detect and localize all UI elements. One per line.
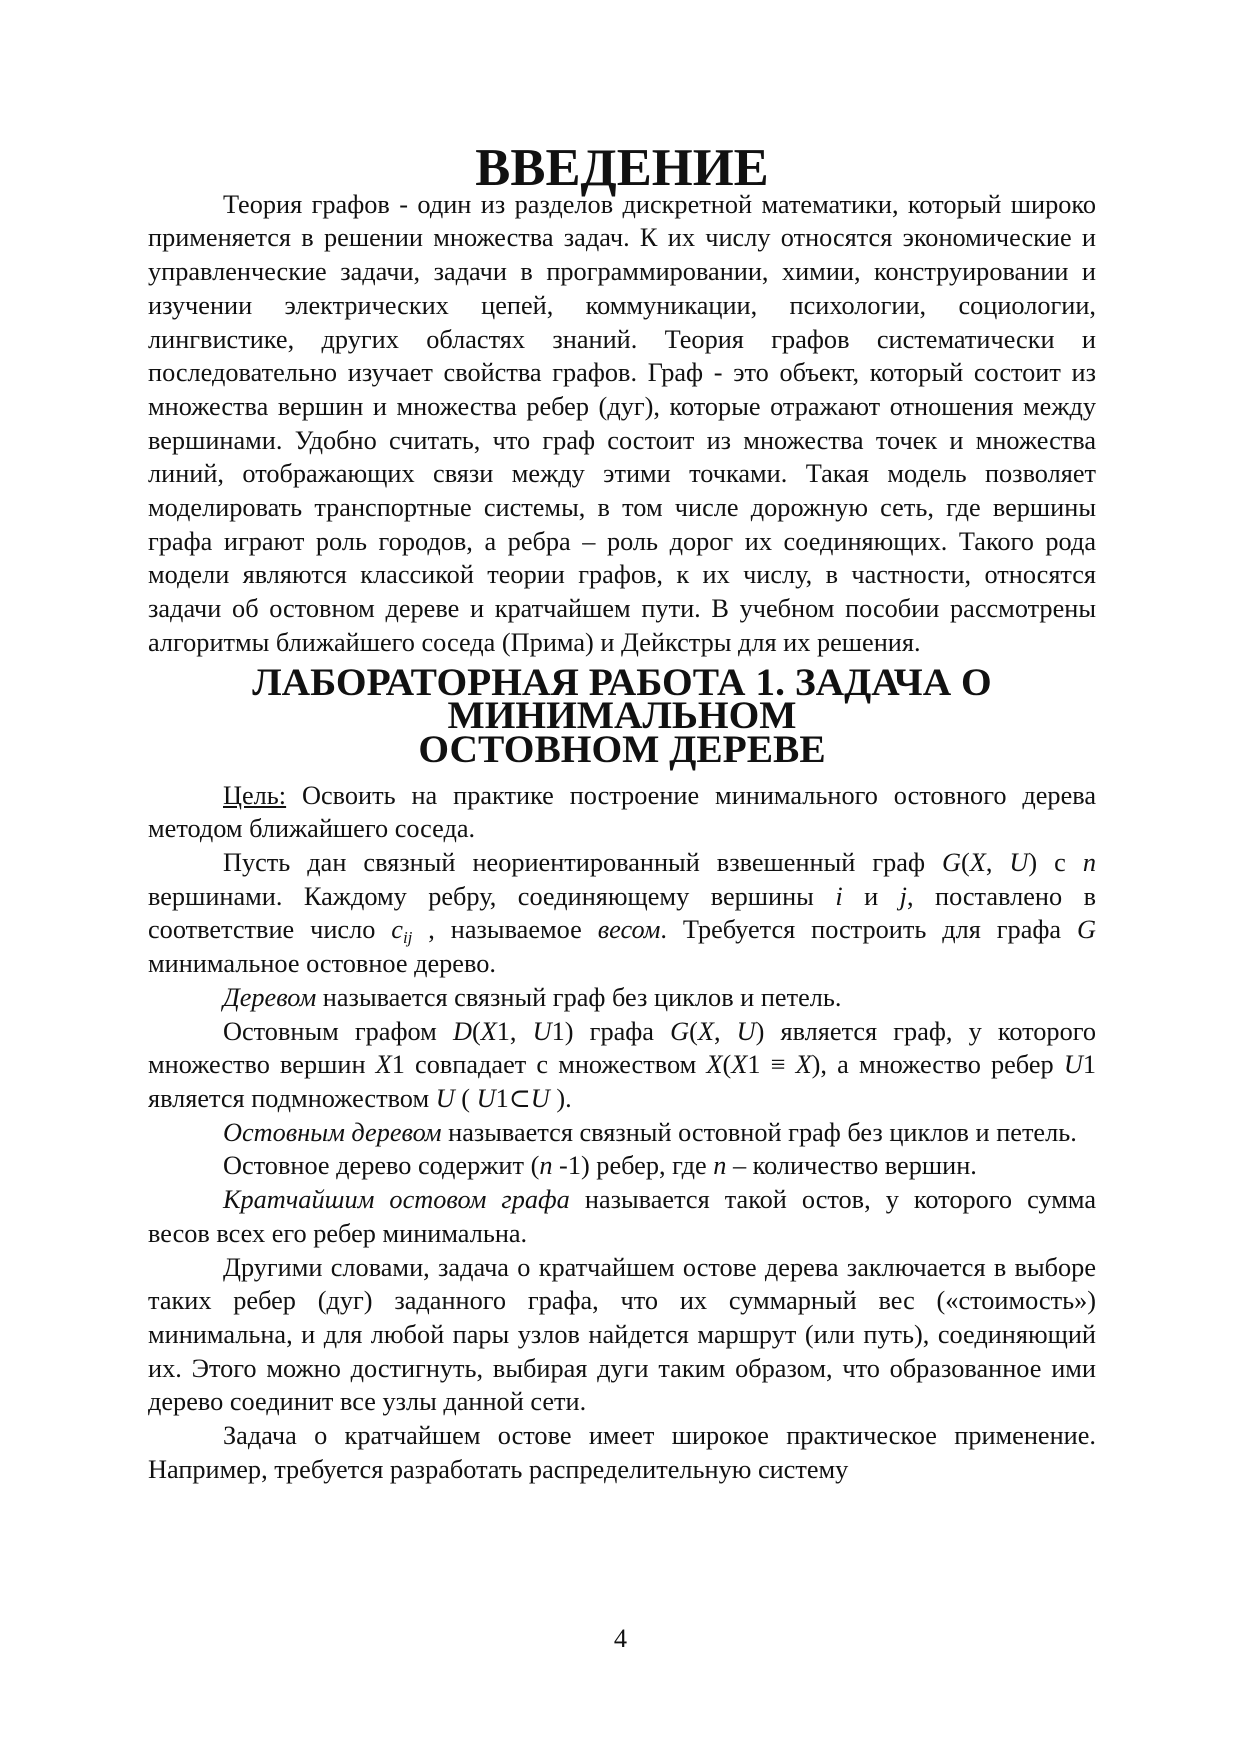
math-symbol: U [530,1083,550,1113]
document-page [148,139,1097,1486]
tree-definition-paragraph [148,981,1096,1015]
goal-paragraph [148,779,1096,846]
math-symbol: X [480,1016,497,1046]
math-symbol: n [713,1151,727,1181]
spanning-graph-paragraph [148,1015,1096,1116]
math-symbol: c [391,915,403,945]
lab-heading-line2: ОСТОВНОМ ДЕРЕВЕ [418,726,826,771]
edge-count-paragraph [148,1149,1096,1183]
math-symbol: G [1077,915,1097,945]
math-symbol: U [1009,848,1029,878]
graph-definition-paragraph [148,846,1096,981]
math-symbol: i [835,881,843,911]
text-run: и [842,881,900,911]
text-run: 1) [551,1016,574,1046]
text-run: ( [471,1016,481,1046]
math-symbol: U [736,1016,756,1046]
text-run: 1 является подмножеством [148,1050,1096,1113]
text-run: ( [722,1050,732,1080]
math-symbol: D [452,1016,472,1046]
text-run: вершинами. Каждому ребру, соединяющему вершины [148,881,836,911]
math-symbol: X [731,1050,748,1080]
text-run: , [713,1016,737,1046]
text-run: 1 ≡ [747,1050,796,1080]
text-run: Остовным графом [223,1016,453,1046]
text-run: , поставлено в соответствие число [148,881,1096,945]
term-weight: весом [597,915,661,945]
math-symbol: X [375,1050,392,1080]
shortest-spanning-definition-paragraph [148,1183,1096,1250]
text-run: называется такой остов, у которого сумма весов всех его ребер минимальна. [148,1185,1096,1248]
math-symbol: n [1082,848,1096,878]
text-run: ) является граф, у которого множество вершин [148,1016,1096,1080]
intro-paragraph: Теория графов - один из разделов дискретной математики, который широко применяется в решении множества задач. К их числу относятся экономические и управленческие задачи, задачи в программировании, химии, конструировании и изучении электрических цепей, коммуникации, психологии, социологии, лингвистике, других областях знаний. Теория графов систематически и последовательно изучает свойства графов. Граф - это объект, который состоит из множества вершин и множества ребер (дуг), которые отражают отношения между вершинами. Удобно считать, что граф состоит из множества точек и множества линий, отображающих связи между этими точками. Такая модель позволяет моделировать транспортные системы, в том числе дорожную сеть, где вершины графа играют роль городов, а ребра – роль дорог их соединяющих. Такого рода модели являются классикой теории графов, к их числу, в частности, относятся задачи об остовном дереве и кратчайшем пути. В учебном пособии рассмотрены алгоритмы ближайшего соседа (Прима) и Дейкстры для их решения. [148,189,1096,657]
application-paragraph: Задача о кратчайшем остове имеет широкое практическое применение. Например, требуется разработать распределительную систему [148,1421,1096,1484]
math-symbol: X [795,1050,812,1080]
intro-heading: ВВЕДЕНИЕ [475,139,769,197]
text-run: Остовное дерево содержит ( [223,1151,540,1181]
goal-label: Цель: [223,780,287,810]
text-run: ). [549,1083,572,1113]
text-run: ) [1028,848,1038,878]
text-run: называется связный граф без циклов и петель. [316,982,842,1012]
lab-heading [148,659,1096,771]
lab-heading-line1: ЛАБОРАТОРНАЯ РАБОТА 1. ЗАДАЧА О МИНИМАЛЬНОМ [252,659,992,738]
math-symbol: U [1063,1050,1083,1080]
math-symbol: G [941,848,961,878]
text-run: ( [960,848,970,878]
term-spanning-tree: Остовным деревом [223,1117,442,1147]
math-symbol: G [670,1016,690,1046]
text-run: называется связный остовной граф без циклов и петель. [441,1117,1077,1147]
text-run: минимальное остовное дерево. [148,949,496,979]
text-run: . Требуется построить для графа [660,915,1078,945]
math-symbol: U [476,1083,496,1113]
text-run: ( [454,1083,477,1113]
text-run: 1, [496,1016,533,1046]
math-subscript: ij [402,928,413,948]
text-run: с [1037,848,1083,878]
text-run: графа [573,1016,671,1046]
explanation-paragraph: Другими словами, задача о кратчайшем остове дерева заключается в выборе таких ребер (дуг) заданного графа, что их суммарный вес («стоимость») минимальна, и для любой пары узлов найдется маршрут (или путь), соединяющий их. Этого можно достигнуть, выбирая дуги таким образом, что образованное ими дерево соединит все узлы данной сети. [148,1252,1096,1417]
math-symbol: X [969,848,986,878]
text-run: 1 совпадает с множеством [391,1050,707,1080]
text-run: ( [689,1016,698,1046]
math-symbol: X [706,1050,723,1080]
text-run: ), а множество ребер [811,1050,1064,1080]
page-number: 4 [613,1624,628,1653]
math-symbol: j [899,881,907,911]
text-run: , называемое [412,915,598,945]
spanning-tree-definition-paragraph [148,1116,1096,1150]
text-run: Пусть дан связный неориентированный взвешенный граф [223,848,942,878]
goal-text: Освоить на практике построение минимального остовного дерева методом ближайшего соседа. [148,780,1096,844]
text-run: , [985,848,1010,878]
math-symbol: U [532,1016,552,1046]
math-symbol: n [539,1151,553,1181]
text-run: 1⊂ [495,1083,531,1113]
term-tree: Деревом [223,982,317,1012]
term-shortest-spanning: Кратчайшим остовом графа [223,1185,570,1215]
math-symbol: X [697,1016,714,1046]
math-symbol: U [435,1083,455,1113]
text-run: -1) ребер, где [552,1151,714,1181]
text-run: – количество вершин. [726,1151,977,1181]
